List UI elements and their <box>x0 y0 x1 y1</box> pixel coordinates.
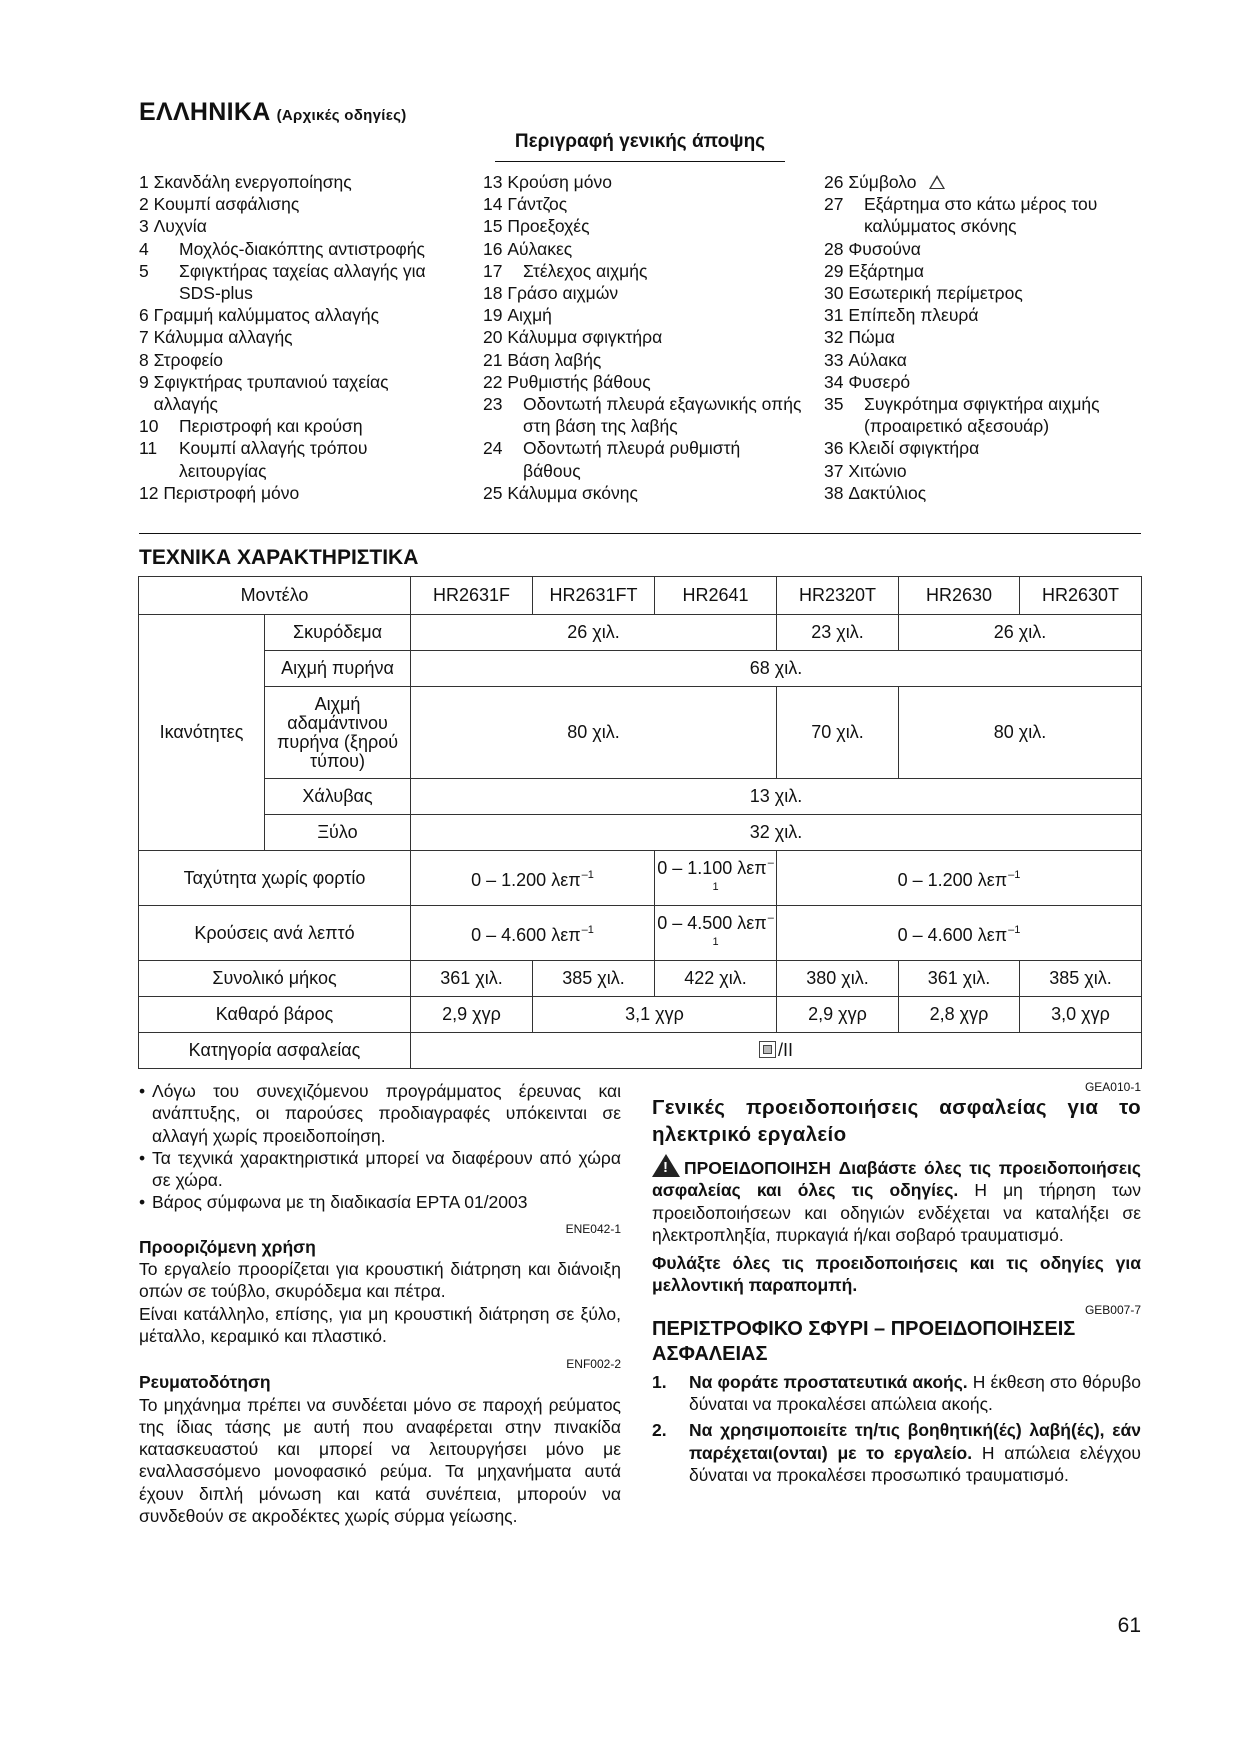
hammer-warnings-heading: ΠΕΡΙΣΤΡΟΦΙΚΟ ΣΦΥΡΙ – ΠΡΟΕΙΔΟΠΟΙΗΣΕΙΣ ΑΣΦΑΛΕΙΑΣ <box>652 1317 1076 1365</box>
table-cell: 2,9 χγρ <box>777 997 899 1033</box>
list-item: 23 Οδοντωτή πλευρά εξαγωνικής οπής στη βάση της λαβής <box>483 394 802 437</box>
page-number: 61 <box>1117 1614 1141 1637</box>
language-title <box>139 98 407 127</box>
table-cell: 361 χιλ. <box>899 961 1020 997</box>
table-cell: 26 χιλ. <box>411 615 777 651</box>
language-subtitle: (Αρχικές οδηγίες) <box>276 107 407 124</box>
list-item: 30 Εσωτερική περίμετρος <box>824 283 1023 304</box>
list-item: 2. Να χρησιμοποιείτε τη/τις βοηθητική(ές) λαβή(ές), εάν παρέχεται(ονται) με το εργαλείο. Η απώλεια ελέγχου δύναται να προκαλέσει προσωπικό τραυματισμό. <box>652 1420 1141 1485</box>
table-cell: 385 χιλ. <box>1020 961 1142 997</box>
keep-instructions: Φυλάξτε όλες τις προειδοποιήσεις και τις οδηγίες για μελλοντική παραπομπή. <box>652 1253 1141 1296</box>
row-label: Ξύλο <box>265 815 411 851</box>
list-item: 26 Σύμβολο <box>824 171 1144 193</box>
table-row <box>139 997 1142 1033</box>
list-item: 27 Εξάρτημα στο κάτω μέρος του καλύμματος σκόνης <box>824 194 1098 237</box>
section-divider <box>139 533 1141 534</box>
model-cell: HR2641 <box>655 577 777 615</box>
table-row <box>139 961 1142 997</box>
list-item: 37 Χιτώνιο <box>824 460 907 481</box>
double-insulation-icon <box>759 1041 776 1058</box>
table-row <box>139 651 1142 687</box>
list-item: 15 Προεξοχές <box>483 216 590 237</box>
row-label: Ταχύτητα χωρίς φορτίο <box>139 851 411 906</box>
row-label: Κρούσεις ανά λεπτό <box>139 906 411 961</box>
row-label: Αιχμή αδαμάντινου πυρήνα (ξηρού τύπου) <box>265 687 411 779</box>
section-title: Περιγραφή γενικής άποψης <box>495 131 785 162</box>
table-cell: 68 χιλ. <box>411 651 1142 687</box>
list-item: 6 Γραμμή καλύμματος αλλαγής <box>139 305 379 326</box>
row-label: Χάλυβας <box>265 779 411 815</box>
table-cell: 0 – 1.200 λεπ$^{-1}$ <box>777 851 1142 906</box>
intended-use-heading: Προοριζόμενη χρήση <box>139 1236 316 1257</box>
list-item: 10 Περιστροφή και κρούση <box>139 416 363 437</box>
right-column <box>652 1080 1141 1486</box>
specifications-table <box>138 576 1142 1069</box>
intended-use-text: Το εργαλείο προορίζεται για κρουστική διάτρηση και διάνοιξη οπών σε τούβλο, σκυρόδεμα και πέτρα. <box>139 1259 621 1302</box>
model-cell: HR2630T <box>1020 577 1142 615</box>
model-cell: HR2631FT <box>533 577 655 615</box>
list-item: 29 Εξάρτημα <box>824 260 925 281</box>
model-label: Μοντέλο <box>139 577 411 615</box>
table-cell: /II <box>411 1033 1142 1069</box>
list-item: 21 Βάση λαβής <box>483 349 602 370</box>
parts-column-3 <box>824 171 1144 504</box>
left-column <box>139 1080 621 1527</box>
list-item: 22 Ρυθμιστής βάθους <box>483 371 651 392</box>
table-cell: 0 – 4.600 λεπ$^{-1}$ <box>777 906 1142 961</box>
parts-column-1 <box>139 171 459 504</box>
intended-use-text-2: Είναι κατάλληλο, επίσης, για μη κρουστική διάτρηση σε ξύλο, μέταλλο, κεραμικό και πλαστικό. <box>139 1303 621 1346</box>
row-label: Κατηγορία ασφαλείας <box>139 1033 411 1069</box>
language-heading: ΕΛΛΗΝΙΚΑ <box>139 98 271 126</box>
list-item: 9 Σφιγκτήρας τρυπανιού ταχείας αλλαγής <box>139 371 389 415</box>
table-cell: 0 – 4.500 λεπ$^{-1}$ <box>655 906 777 961</box>
list-item: 2 Κουμπί ασφάλισης <box>139 194 300 215</box>
section-code: ENE042-1 <box>565 1221 621 1236</box>
list-item: 35 Συγκρότημα σφιγκτήρα αιχμής (προαιρετικό αξεσουάρ) <box>824 394 1100 437</box>
table-row <box>139 687 1142 779</box>
list-item: 12 Περιστροφή μόνο <box>139 482 300 503</box>
list-item: 32 Πώμα <box>824 327 895 348</box>
table-row <box>139 815 1142 851</box>
row-label: Αιχμή πυρήνα <box>265 651 411 687</box>
row-label: Καθαρό βάρος <box>139 997 411 1033</box>
table-row <box>139 779 1142 815</box>
table-row <box>139 851 1142 906</box>
table-cell: 385 χιλ. <box>533 961 655 997</box>
section-code: GEA010-1 <box>1084 1080 1141 1094</box>
specifications-title: ΤΕΧΝΙΚΑ ΧΑΡΑΚΤΗΡΙΣΤΙΚΑ <box>139 546 419 569</box>
capacities-label: Ικανότητες <box>139 615 265 851</box>
table-cell: 361 χιλ. <box>411 961 533 997</box>
table-cell: 2,9 χγρ <box>411 997 533 1033</box>
table-cell: 3,0 χγρ <box>1020 997 1142 1033</box>
list-item: 34 Φυσερό <box>824 371 911 392</box>
list-item: 28 Φυσούνα <box>824 238 921 259</box>
list-item: 25 Κάλυμμα σκόνης <box>483 482 638 503</box>
table-cell: 0 – 1.100 λεπ$^{-1}$ <box>655 851 777 906</box>
power-supply-text: Το μηχάνημα πρέπει να συνδέεται μόνο σε παροχή ρεύματος της ίδιας τάσης με αυτή που αναφέρεται στην πινακίδα κατασκευαστού και μπορεί να λειτουργήσει μόνο με εναλλασσόμενο μονοφασικό ρεύμα. Τα μηχανήματα αυτά έχουν διπλή μόνωση και κατά συνέπεια, μπορούν να συνδεθούν σε ακροδέκτες χωρίς σύρμα γείωσης. <box>139 1394 621 1527</box>
model-cell: HR2631F <box>411 577 533 615</box>
list-item: 24 Οδοντωτή πλευρά ρυθμιστή βάθους <box>483 438 741 481</box>
list-item: 3 Λυχνία <box>139 216 207 237</box>
row-label: Σκυρόδεμα <box>265 615 411 651</box>
note-item: • Βάρος σύμφωνα με τη διαδικασία EPTA 01/2003 <box>139 1192 528 1213</box>
list-item: 36 Κλειδί σφιγκτήρα <box>824 438 980 459</box>
list-item: 14 Γάντζος <box>483 194 568 215</box>
list-item: 11 Κουμπί αλλαγής τρόπου λειτουργίας <box>139 438 368 481</box>
table-cell: 0 – 4.600 λεπ$^{-1}$ <box>411 906 655 961</box>
model-cell: HR2630 <box>899 577 1020 615</box>
list-item: 31 Επίπεδη πλευρά <box>824 305 979 326</box>
table-row <box>139 906 1142 961</box>
table-cell: 0 – 1.200 λεπ$^{-1}$ <box>411 851 655 906</box>
list-item: 18 Γράσο αιχμών <box>483 283 619 304</box>
table-cell: 2,8 χγρ <box>899 997 1020 1033</box>
list-item: 1. Να φοράτε προστατευτικά ακοής. Η έκθεση στο θόρυβο δύναται να προκαλέσει απώλεια ακοής. <box>652 1371 1141 1415</box>
list-item: 38 Δακτύλιος <box>824 482 927 503</box>
list-item: 7 Κάλυμμα αλλαγής <box>139 327 293 348</box>
table-cell: 32 χιλ. <box>411 815 1142 851</box>
list-item: 13 Κρούση μόνο <box>483 172 612 192</box>
list-item: 1 Σκανδάλη ενεργοποίησης <box>139 172 352 192</box>
table-cell: 70 χιλ. <box>777 687 899 779</box>
list-item: 17 Στέλεχος αιχμής <box>483 260 648 281</box>
power-supply-heading: Ρευματοδότηση <box>139 1372 271 1393</box>
section-code: ENF002-2 <box>566 1357 621 1372</box>
table-cell: 80 χιλ. <box>411 687 777 779</box>
table-cell: 422 χιλ. <box>655 961 777 997</box>
table-cell: 26 χιλ. <box>899 615 1142 651</box>
list-item: 5 Σφιγκτήρας ταχείας αλλαγής για SDS-plus <box>139 260 426 304</box>
table-cell: 3,1 χγρ <box>533 997 777 1033</box>
table-cell: 80 χιλ. <box>899 687 1142 779</box>
table-cell: 380 χιλ. <box>777 961 899 997</box>
model-cell: HR2320T <box>777 577 899 615</box>
list-item: 16 Αύλακες <box>483 238 573 259</box>
parts-column-2 <box>483 171 803 504</box>
list-item: 19 Αιχμή <box>483 305 552 326</box>
table-cell: 13 χιλ. <box>411 779 1142 815</box>
table-row <box>139 577 1142 615</box>
warning-icon <box>652 1154 680 1177</box>
warning-triangle-icon <box>929 175 945 189</box>
list-item: 4 Μοχλός-διακόπτης αντιστροφής <box>139 238 425 259</box>
list-item: 8 Στροφείο <box>139 349 223 370</box>
list-item: 20 Κάλυμμα σφιγκτήρα <box>483 327 663 348</box>
list-item: 33 Αύλακα <box>824 349 907 370</box>
row-label: Συνολικό μήκος <box>139 961 411 997</box>
general-warning-text: !ΠΡΟΕΙΔΟΠΟΙΗΣΗ Διαβάστε όλες τις προειδοποιήσεις ασφαλείας και όλες τις οδηγίες. Η μη τήρηση των προειδοποιήσεων και οδηγιών ενδέχεται να καταλήξει σε ηλεκτροπληξία, πυρκαγιά ή/και σοβαρό τραυματισμό. <box>652 1154 1141 1246</box>
general-warnings-heading: Γενικές προειδοποιήσεις ασφαλείας για το ηλεκτρικό εργαλείο <box>652 1096 1141 1146</box>
section-code: GEB007-7 <box>1084 1302 1141 1317</box>
note-item: • Τα τεχνικά χαρακτηριστικά μπορεί να διαφέρουν από χώρα σε χώρα. <box>139 1147 621 1191</box>
note-item: • Λόγω του συνεχιζόμενου προγράμματος έρευνας και ανάπτυξης, οι παρούσες προδιαγραφές υπόκεινται σε αλλαγή χωρίς προειδοποίηση. <box>139 1081 621 1146</box>
table-row <box>139 1033 1142 1069</box>
table-cell: 23 χιλ. <box>777 615 899 651</box>
table-row <box>139 615 1142 651</box>
